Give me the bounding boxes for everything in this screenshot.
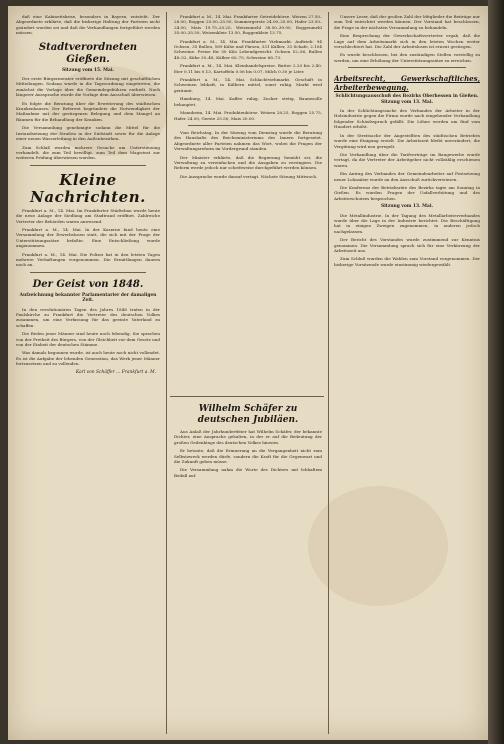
article-title: Wilhelm Schäfer zu deutschen Jubiläen.	[197, 404, 299, 425]
column-3	[334, 14, 480, 732]
section-title: Stadtverordneten Gießen.	[38, 41, 138, 65]
section-title: Der Geist von 1848.	[32, 278, 144, 290]
paragraph: Frankfurt a. M., 14. Mai. Die Polizei hat in den letzten Tagen mehrere Verhaftungen vorgenommen. Die Ermittlungen dauern noch an.	[16, 251, 160, 268]
notice-paragraph: Vom Reichstag. In der Sitzung vom Dienstag wurde die Beratung des Haushalts des Reichsministeriums des Innern fortgesetzt. Abgeordnete aller Parteien nahmen das Wort, wobei die Fragen der Verwaltungsreform im Vordergrund standen.	[174, 129, 322, 152]
fragment-paragraph: daß eine Kabinettskrise, besonders in Bayern, entsteht. Der Abgeordnete erklärte, daß die bisherige Haltung der Parteien nicht geändert worden sei und daß die Verhandlungen fortgeführt werden müssen.	[16, 14, 160, 36]
paragraph: Ein Antrag des Verbandes der Gemeindearbeiter auf Festsetzung neuer Lohnsätze wurde an den Ausschuß zurückverwiesen.	[334, 171, 480, 182]
paragraph: Unsere Leser, daß der großen Zahl der Mitglieder die Beiträge nur zum Teil entrichtet werden können. Der Vorstand hat beschlossen, die Frage in der nächsten Versammlung zu behandeln.	[334, 14, 480, 30]
paragraph: Zum Schluß wurden die Wahlen zum Vorstand vorgenommen. Der bisherige Vorsitzende wurde einstimmig wiedergewählt.	[334, 256, 480, 267]
market-report: Hamburg, 14. Mai. Kaffee ruhig, Zucker stetig, Baumwolle behauptet.	[174, 96, 322, 107]
book-binding-edge	[488, 0, 504, 744]
market-report: Frankfurt a. M., 14. Mai. Kleinhandelspreise. Butter 2.20 bis 2.40, Eier 0.11 bis 0.13, Kartoffeln 0.06 bis 0.07, Milch 0.30 je Liter.	[174, 63, 322, 74]
market-report: Frankfurt a. M., 14. Mai. Frankfurter Getreidebörse. Weizen 27.50–28.00, Roggen 25.00–25.50, Sommergerste 24.00–25.00, Hafer 23.50–24.00, Mais 19.75–20.25, Weizenmehl 38.50–39.00, Roggenmehl 35.00–35.50, Weizenkleie 13.50, Roggenkleie 13.75.	[174, 14, 322, 36]
column-rule	[328, 12, 329, 734]
section-title: Kleine Nachrichten.	[30, 170, 146, 206]
paragraph: Der Bericht des Vorstandes wurde zustimmend zur Kenntnis genommen. Die Versammlung sprach sich für eine Verkürzung der Arbeitszeit aus.	[334, 237, 480, 253]
notice-paragraph: Der Minister erklärte, daß die Regierung bemüht sei, die Verwaltung zu vereinfachen und die Ausgaben zu verringern. Die Reform werde jedoch nur schrittweise durchgeführt werden können.	[174, 154, 322, 171]
market-report: Frankfurt a. M., 14. Mai. Schlachtviehmarkt. Geschäft in Schweinen lebhaft, in Kälbern mittel, sonst ruhig. Markt wird geräumt.	[174, 77, 322, 93]
market-report: Mannheim, 14. Mai. Produktenbörse. Weizen 28.25, Roggen 25.75, Hafer 24.00, Gerste 25.50, Mais 20.00.	[174, 110, 322, 121]
paragraph: Frankfurt a. M., 14. Mai. In der Kaserne fand heute eine Versammlung der Erwerbslosen statt, die sich mit der Frage der Unterstützungssätze befaßte. Eine Entschließung wurde angenommen.	[16, 226, 160, 249]
paragraph: Zum Schluß wurden mehrere Gesuche um Unterstützung verhandelt, die zum Teil bewilligt, zum Teil dem Magistrat zur weiteren Prüfung überwiesen wurden.	[16, 144, 160, 161]
notice-paragraph: Die Aussprache wurde darauf vertagt. Nächste Sitzung Mittwoch.	[180, 173, 318, 179]
section-title: Arbeitsrecht, Gewerkschaftliches, Arbeiterbewegung.	[334, 74, 480, 93]
signature: Karl von Schäffer ... Frankfurt a. M.	[75, 369, 156, 375]
paragraph: In der Streitsache der Angestellten des städtischen Betriebes wurde eine Einigung erzielt. Die Arbeitszeit bleibt unverändert, die Vergütung wird neu geregelt.	[334, 132, 480, 149]
paragraph: In der Schlichtungssache des Verbandes der Arbeiter in der Holzindustrie gegen die Firma wurde nach eingehender Verhandlung folgender Schiedsspruch gefällt: Die Löhne werden um fünf vom Hundert erhöht.	[334, 108, 480, 130]
section-subtitle: Sitzung vom 13. Mai.	[380, 204, 434, 210]
divider	[348, 67, 466, 68]
paragraph: Aus Anlaß der Jahrhundertfeier hat Wilhelm Schäfer, der bekannte Dichter, eine Ansprache gehalten, in der er auf die Bedeutung der großen Gedenktage des deutschen Volkes hinwies.	[174, 429, 322, 445]
paragraph: Die Versammlung genehmigte sodann die Mittel für die Instandsetzung der Straßen in der Südstadt sowie für die Anlage einer neuen Wasserleitung in den Außenbezirken.	[16, 125, 160, 142]
paragraph: Die Metallindustrie. In der Tagung des Metallarbeiterverbandes wurde über die Lage in der Industrie berichtet. Die Beschäftigung hat in einigen Zweigen zugenommen, in anderen jedoch nachgelassen.	[334, 212, 480, 234]
market-report: Frankfurt a. M., 14. Mai. Frankfurter Viehmarkt. Auftrieb: 94 Ochsen, 35 Bullen, 589 Kühe und Färsen, 331 Kälber, 33 Schafe, 2.104 Schweine. Preise für 50 Kilo Lebendgewicht: Ochsen 52–56, Bullen 48–52, Kühe 35–48, Kälber 60–75, Schweine 68–73.	[174, 38, 322, 60]
paragraph: Die Versammlung nahm die Worte des Dichters mit lebhaftem Beifall auf.	[174, 467, 322, 478]
column-rule	[166, 12, 167, 734]
column-2-lower	[174, 402, 322, 732]
paragraph: Was damals begonnen wurde, ist auch heute noch nicht vollendet. Es ist die Aufgabe der lebenden Generation, das Werk jener Männer fortzusetzen und zu vollenden.	[16, 350, 160, 367]
paragraph: Er betonte, daß die Erinnerung an die Vergangenheit nicht zum Selbstzweck werden dürfe, sondern die Kraft für die Gegenwart und die Zukunft geben müsse.	[174, 448, 322, 465]
column-2-upper	[174, 14, 322, 394]
section-subtitle: Aufzeichnung bekannter Parlamentarier der damaligen Zeit.	[19, 292, 157, 304]
column-1	[16, 14, 160, 732]
paragraph: Die Konferenz der Betriebsräte des Bezirks tagte am Sonntag in Gießen. Es wurden Fragen der Unfallverhütung und des Arbeiterschutzes besprochen.	[334, 184, 480, 201]
paragraph: In den revolutionären Tagen des Jahres 1848 traten in der Paulskirche zu Frankfurt die Vertreter des deutschen Volkes zusammen, um eine Verfassung für das geeinte Vaterland zu schaffen.	[16, 306, 160, 328]
newspaper-page	[8, 6, 488, 740]
paragraph: Es folgte die Beratung über die Erweiterung des städtischen Krankenhauses. Der Referent begründete die Notwendigkeit der Maßnahme mit der gestiegenen Belegung und dem Mangel an Räumen für die Behandlung der Kranken.	[16, 100, 160, 122]
paragraph: Die Verhandlung über die Tarifverträge im Baugewerbe wurde vertagt, da die Vertreter der Arbeitgeber nicht vollzählig erschienen waren.	[334, 151, 480, 168]
paragraph: Die Reden jener Männer sind heute noch lebendig. Sie sprachen von der Freiheit des Bürgers, von der Gleichheit vor dem Gesetz und von der Einheit der deutschen Stämme.	[16, 331, 160, 348]
paragraph: Eine Besprechung der Gewerkschaftsvertreter ergab, daß die Lage auf dem Arbeitsmarkt sich in den letzten Wochen weiter verschlechtert hat. Die Zahl der Arbeitslosen ist erneut gestiegen.	[334, 33, 480, 50]
divider	[30, 272, 146, 273]
divider	[188, 125, 308, 126]
section-rule	[170, 396, 324, 397]
section-subtitle: Schlichtungsausschuß des Bezirks Oberhessen in Gießen. Sitzung vom 13. Mai.	[335, 94, 479, 105]
divider	[30, 165, 146, 166]
section-subtitle: Sitzung vom 15. Mai.	[61, 67, 115, 73]
paragraph: Frankfurt a. M., 14. Mai. Im Frankfurter Städtebau wurde heute die neue Anlage der Siedlung am Stadtrand eröffnet. Zahlreiche Vertreter der Behörden waren anwesend.	[16, 207, 160, 224]
paragraph: Es wurde beschlossen, bei den zuständigen Stellen vorstellig zu werden, um eine Erhöhung der Unterstützungssätze zu erreichen.	[334, 52, 480, 63]
paragraph: Der erste Bürgermeister eröffnete die Sitzung mit geschäftlichen Mitteilungen. Sodann wurde in die Tagesordnung eingetreten, die zunächst die Vorlage über die Gemeindegebühren enthielt. Nach längerer Aussprache wurde die Vorlage dem Ausschuß überwiesen.	[16, 76, 160, 98]
